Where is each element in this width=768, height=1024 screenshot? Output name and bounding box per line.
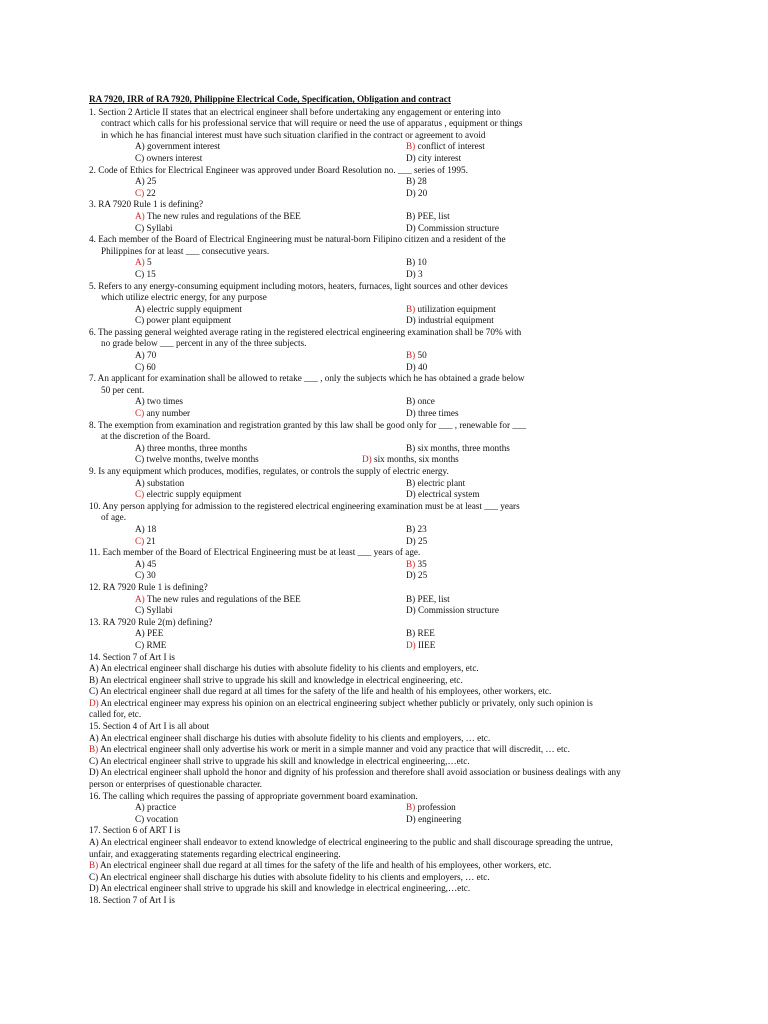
option-text: electric supply equipment <box>144 303 242 314</box>
answer-option <box>406 176 427 188</box>
option-text: Commission structure <box>415 605 499 616</box>
option-row <box>89 802 689 814</box>
answer-option <box>406 570 427 582</box>
question-text: 50 per cent. <box>101 384 145 395</box>
line-text: An electrical engineer shall endeavor to extend knowledge of electrical engineering to the public and shall discourage spreading the untrue, <box>98 837 613 847</box>
option-row <box>89 269 689 281</box>
answer-option <box>135 141 220 153</box>
line-text: An electrical engineer shall due regard at all times for the safety of the life and health of his employees, other workers, etc. <box>98 860 552 871</box>
answer-option <box>406 315 494 327</box>
option-text: 20 <box>415 187 428 198</box>
option-text: The new rules and regulations of the BEE <box>144 593 301 604</box>
question-text: 7. An applicant for examination shall be allowed to retake ___ , only the subjects which he has obtained a grade below <box>89 373 525 384</box>
option-text: 25 <box>415 535 428 546</box>
answer-option <box>406 396 435 408</box>
answer-option <box>135 223 173 235</box>
question-item <box>89 373 689 419</box>
question-text: 12. RA 7920 Rule 1 is defining? <box>89 581 208 592</box>
question-line <box>89 663 689 675</box>
answer-option <box>135 605 173 617</box>
option-text: electrical system <box>415 489 480 500</box>
option-letter: A) <box>135 257 145 268</box>
line-text: An electrical engineer shall strive to upgrade his skill and knowledge in electrical engineering,…etc. <box>98 883 471 894</box>
option-letter: A) <box>135 628 145 639</box>
option-text: Commission structure <box>415 222 499 233</box>
option-letter: D) <box>406 605 416 616</box>
question-line <box>89 825 689 837</box>
option-row <box>89 570 689 582</box>
line-text: 15. Section 4 of Art I is all about <box>89 721 210 732</box>
answer-option <box>135 628 163 640</box>
option-text: engineering <box>415 813 462 824</box>
option-letter: B) <box>406 257 416 268</box>
option-text: once <box>415 396 435 407</box>
answer-option <box>406 594 450 606</box>
question-text: 4. Each member of the Board of Electrical Engineering must be natural-born Filipino citizen and a resident of the <box>89 234 506 245</box>
option-letter: B) <box>89 860 99 871</box>
option-letter: A) <box>135 442 145 453</box>
question-16 <box>89 791 689 826</box>
answer-option <box>406 304 496 316</box>
question-item <box>89 617 689 652</box>
option-row <box>89 362 689 374</box>
question-line <box>89 675 689 687</box>
option-text: 22 <box>144 187 156 198</box>
option-text: PEE, list <box>415 593 450 604</box>
question-line <box>89 721 689 733</box>
option-letter: B) <box>406 396 416 407</box>
question-text: no grade below ___ percent in any of the three subjects. <box>101 338 307 349</box>
answer-option <box>406 443 510 455</box>
option-letter: A) <box>135 141 145 152</box>
option-text: electric supply equipment <box>144 489 242 500</box>
question-text: of age. <box>101 512 126 523</box>
question-item <box>89 420 689 466</box>
option-text: 25 <box>144 176 157 187</box>
question-text: 2. Code of Ethics for Electrical Engineer was approved under Board Resolution no. ___ series of 1995. <box>89 164 468 175</box>
option-letter: D) <box>406 315 416 326</box>
option-text: practice <box>144 802 177 813</box>
option-row <box>89 257 689 269</box>
option-letter: A) <box>135 396 145 407</box>
option-text: three times <box>415 408 459 419</box>
option-letter: A) <box>135 303 145 314</box>
option-letter: C) <box>135 570 145 581</box>
option-letter: D) <box>89 767 99 778</box>
option-letter: B) <box>406 303 416 314</box>
option-row <box>89 176 689 188</box>
option-text: twelve months, twelve months <box>144 454 259 465</box>
option-letter: D) <box>89 883 99 894</box>
answer-option <box>406 350 427 362</box>
question-item <box>89 466 689 501</box>
option-letter: C) <box>135 268 145 279</box>
option-row <box>89 211 689 223</box>
question-text: 11. Each member of the Board of Electrical Engineering must be at least ___ years of age. <box>89 547 421 558</box>
line-text: An electrical engineer shall due regard at all times for the safety of the life and health of his employees, other workers, etc. <box>98 686 552 697</box>
answer-option <box>135 640 166 652</box>
question-line <box>89 779 689 791</box>
answer-option <box>362 454 459 466</box>
answer-option <box>135 257 152 269</box>
option-text: 25 <box>415 570 428 581</box>
line-text: An electrical engineer shall discharge his duties with absolute fidelity to his clients and employers, etc. <box>98 663 479 674</box>
option-text: three months, three months <box>144 442 248 453</box>
option-letter: B) <box>406 523 416 534</box>
option-row <box>89 640 689 652</box>
option-letter: D) <box>406 813 416 824</box>
question-item <box>89 652 689 722</box>
answer-option <box>406 223 499 235</box>
question-line <box>89 744 689 756</box>
answer-option <box>135 269 156 281</box>
option-letter: A) <box>89 732 99 743</box>
answer-option <box>135 304 242 316</box>
option-text: 50 <box>415 350 427 361</box>
question-text: contract which calls for his professional service that will require or need the use of apparatus , equipment or things <box>101 118 523 129</box>
option-row <box>89 153 689 165</box>
option-text: two times <box>144 396 183 407</box>
option-row <box>89 304 689 316</box>
option-letter: C) <box>89 755 99 766</box>
option-letter: A) <box>135 523 145 534</box>
option-letter: B) <box>406 593 416 604</box>
line-text: An electrical engineer shall strive to upgrade his skill and knowledge in electrical engineering,…etc. <box>98 755 470 766</box>
answer-option <box>406 489 479 501</box>
option-letter: C) <box>135 639 145 650</box>
option-letter: A) <box>89 837 99 847</box>
option-letter: B) <box>406 176 416 187</box>
question-line <box>89 883 689 895</box>
question-line <box>89 686 689 698</box>
option-text: power plant equipment <box>144 315 232 326</box>
option-letter: A) <box>89 663 99 674</box>
option-letter: C) <box>135 489 145 500</box>
option-text: city interest <box>415 152 462 163</box>
question-item <box>89 107 689 165</box>
option-text: 21 <box>144 535 156 546</box>
option-row <box>89 396 689 408</box>
option-text: 3 <box>415 268 423 279</box>
answer-option <box>135 814 178 826</box>
option-letter: B) <box>406 350 416 361</box>
question-text: which utilize electric energy, for any purpose <box>101 292 267 303</box>
option-letter: B) <box>406 802 416 813</box>
option-row <box>89 478 689 490</box>
question-text: 5. Refers to any energy-consuming equipment including motors, heaters, furnaces, light sources and other devices <box>89 280 508 291</box>
answer-option <box>406 153 461 165</box>
option-letter: B) <box>406 210 416 221</box>
option-letter: B) <box>406 477 416 488</box>
option-letter: A) <box>135 802 145 813</box>
multiple-choice-questions <box>89 107 689 652</box>
option-letter: D) <box>406 268 416 279</box>
answer-option <box>406 408 459 420</box>
answer-option <box>406 536 427 548</box>
question-text: Philippines for at least ___ consecutive years. <box>101 245 270 256</box>
line-text: An electrical engineer shall discharge his duties with absolute fidelity to his clients and employers, … etc. <box>98 732 491 743</box>
option-letter: D) <box>406 152 416 163</box>
question-line <box>89 756 689 768</box>
answer-option <box>135 594 301 606</box>
line-text: 14. Section 7 of Art I is <box>89 651 175 662</box>
option-row <box>89 443 689 455</box>
option-letter: C) <box>135 361 145 372</box>
option-letter: A) <box>135 350 145 361</box>
option-letter: D) <box>406 639 416 650</box>
option-text: 70 <box>144 350 157 361</box>
answer-option <box>406 802 456 814</box>
option-row <box>89 454 689 466</box>
option-letter: D) <box>406 570 416 581</box>
answer-option <box>135 176 156 188</box>
answer-option <box>406 524 427 536</box>
option-row <box>89 141 689 153</box>
answer-option <box>406 628 435 640</box>
option-letter: A) <box>135 593 145 604</box>
option-row <box>89 223 689 235</box>
question-line <box>89 872 689 884</box>
answer-option <box>406 362 427 374</box>
option-letter: D) <box>406 361 416 372</box>
answer-option <box>135 396 183 408</box>
line-text: An electrical engineer may express his opinion on an electrical engineering subject whether publicly or privately, only such opinion is <box>98 697 593 708</box>
question-text: at the discretion of the Board. <box>101 431 211 442</box>
answer-option <box>406 559 427 571</box>
question-text: 9. Is any equipment which produces, modifies, regulates, or controls the supply of electric energy. <box>89 466 449 476</box>
option-row <box>89 814 689 826</box>
option-text: 28 <box>415 176 427 187</box>
answer-option <box>406 605 499 617</box>
option-row <box>89 594 689 606</box>
option-letter: B) <box>406 442 416 453</box>
answer-option <box>135 211 301 223</box>
option-text: RME <box>144 639 167 650</box>
option-text: 45 <box>144 558 157 569</box>
question-item <box>89 721 689 791</box>
option-letter: C) <box>135 408 145 419</box>
answer-option <box>135 443 247 455</box>
line-text: An electrical engineer shall strive to upgrade his skill and knowledge in electrical engineering, etc. <box>98 674 463 685</box>
option-text: 35 <box>415 558 427 569</box>
option-row <box>89 524 689 536</box>
answer-option <box>135 454 259 466</box>
answer-option <box>406 478 465 490</box>
option-letter: C) <box>135 454 145 465</box>
option-text: PEE <box>144 628 164 639</box>
question-line <box>89 698 689 710</box>
option-letter: D) <box>362 454 372 465</box>
option-text: vocation <box>144 813 179 824</box>
question-line <box>89 837 689 849</box>
option-letter: B) <box>406 628 416 639</box>
option-row <box>89 188 689 200</box>
question-item <box>89 234 689 280</box>
answer-option <box>135 315 231 327</box>
option-text: Syllabi <box>144 605 173 616</box>
answer-option <box>135 153 202 165</box>
line-text: An electrical engineer shall discharge his duties with absolute fidelity to his clients and employers, … etc. <box>98 871 490 882</box>
option-row <box>89 315 689 327</box>
answer-option <box>135 478 184 490</box>
option-text: Syllabi <box>144 222 173 233</box>
line-text: An electrical engineer shall uphold the honor and dignity of his profession and therefore shall avoid association or business dealings with any <box>98 767 621 778</box>
answer-option <box>406 188 427 200</box>
option-text: owners interest <box>144 152 203 163</box>
option-text: IIEE <box>415 639 436 650</box>
question-item <box>89 547 689 582</box>
question-text: 8. The exemption from examination and registration granted by this law shall be good only for ___ , renewable for ___ <box>89 419 527 430</box>
question-text: 1. Section 2 Article II states that an electrical engineer shall before undertaking any engagement or entering into <box>89 106 501 117</box>
question-line <box>89 860 689 872</box>
option-letter: C) <box>135 187 145 198</box>
option-row <box>89 559 689 571</box>
option-row <box>89 350 689 362</box>
option-text: conflict of interest <box>415 141 485 152</box>
document-page <box>89 94 689 907</box>
option-letter: C) <box>135 315 145 326</box>
option-text: PEE, list <box>415 210 450 221</box>
long-answer-questions <box>89 652 689 791</box>
option-text: REE <box>415 628 435 639</box>
answer-option <box>406 269 423 281</box>
option-letter: D) <box>89 697 99 708</box>
question-text: in which he has financial interest must have such situation clarified in the contract or agreement to avoid <box>101 129 486 140</box>
answer-option <box>406 257 427 269</box>
answer-option <box>135 536 156 548</box>
question-line <box>89 652 689 664</box>
document-title: RA 7920, IRR of RA 7920, Philippine Electrical Code, Specification, Obligation and contract <box>89 94 451 104</box>
question-item <box>89 582 689 617</box>
option-letter: A) <box>135 176 145 187</box>
answer-option <box>135 489 241 501</box>
option-letter: D) <box>406 222 416 233</box>
answer-option <box>135 559 156 571</box>
question-line <box>89 767 689 779</box>
option-text: 5 <box>144 257 152 268</box>
question-item <box>89 165 689 200</box>
option-row <box>89 628 689 640</box>
answer-option <box>135 524 156 536</box>
option-text: industrial equipment <box>415 315 494 326</box>
line-text: called for, etc. <box>89 709 142 720</box>
option-letter: C) <box>89 686 99 697</box>
option-text: 23 <box>415 523 427 534</box>
option-letter: D) <box>406 187 416 198</box>
answer-option <box>135 188 156 200</box>
option-letter: B) <box>89 674 99 685</box>
answer-option <box>135 408 190 420</box>
answer-option <box>406 640 435 652</box>
option-text: profession <box>415 802 456 813</box>
answer-option <box>135 350 156 362</box>
question-item <box>89 199 689 234</box>
option-letter: C) <box>135 222 145 233</box>
option-text: utilization equipment <box>415 303 496 314</box>
option-letter: B) <box>406 558 416 569</box>
answer-option <box>406 141 485 153</box>
option-text: government interest <box>144 141 221 152</box>
question-text: 6. The passing general weighted average rating in the registered electrical engineering examination shall be 70% with <box>89 326 522 337</box>
line-text: person or enterprises of questionable character. <box>89 779 262 790</box>
question-line <box>89 849 689 861</box>
line-text: 17. Section 6 of ART I is <box>89 825 181 836</box>
option-letter: A) <box>135 477 145 488</box>
option-letter: C) <box>135 813 145 824</box>
question-text: 16. The calling which requires the passing of appropriate government board examination. <box>89 790 418 801</box>
option-letter: C) <box>135 605 145 616</box>
question-line <box>89 733 689 745</box>
option-text: any number <box>144 408 191 419</box>
option-text: substation <box>144 477 185 488</box>
question-line <box>89 709 689 721</box>
option-letter: C) <box>135 535 145 546</box>
option-letter: A) <box>135 210 145 221</box>
question-item <box>89 281 689 327</box>
option-text: 40 <box>415 361 428 372</box>
option-letter: B) <box>406 141 416 152</box>
answer-option <box>135 570 156 582</box>
option-letter: C) <box>89 871 99 882</box>
answer-option <box>406 814 461 826</box>
option-text: six months, three months <box>415 442 510 453</box>
question-17 <box>89 825 689 906</box>
option-row <box>89 536 689 548</box>
question-item <box>89 501 689 547</box>
option-text: The new rules and regulations of the BEE <box>144 210 301 221</box>
option-text: six months, six months <box>371 454 459 465</box>
line-text: unfair, and exaggerating statements regarding electrical engineering. <box>89 848 341 859</box>
option-text: 18 <box>144 523 157 534</box>
option-letter: D) <box>406 489 416 500</box>
option-letter: D) <box>406 408 416 419</box>
option-text: 15 <box>144 268 156 279</box>
option-row <box>89 605 689 617</box>
question-text: 10. Any person applying for admission to the registered electrical engineering examination must be at least ___ years <box>89 500 520 511</box>
line-text: 18. Section 7 of Art I is <box>89 894 175 905</box>
answer-option <box>135 802 176 814</box>
option-letter: A) <box>135 558 145 569</box>
option-text: 60 <box>144 361 156 372</box>
option-letter: B) <box>89 744 99 755</box>
option-letter: D) <box>406 535 416 546</box>
question-text: 13. RA 7920 Rule 2(m) defining? <box>89 616 213 627</box>
option-row <box>89 489 689 501</box>
option-row <box>89 408 689 420</box>
question-item <box>89 327 689 373</box>
line-text: An electrical engineer shall only advertise his work or merit in a simple manner and void any practice that will discredit, … etc. <box>98 744 570 755</box>
answer-option <box>406 211 450 223</box>
option-text: electric plant <box>415 477 466 488</box>
option-letter: C) <box>135 152 145 163</box>
question-text: 3. RA 7920 Rule 1 is defining? <box>89 199 204 210</box>
answer-option <box>135 362 156 374</box>
option-text: 30 <box>144 570 156 581</box>
question-line <box>89 895 689 907</box>
option-text: 10 <box>415 257 427 268</box>
